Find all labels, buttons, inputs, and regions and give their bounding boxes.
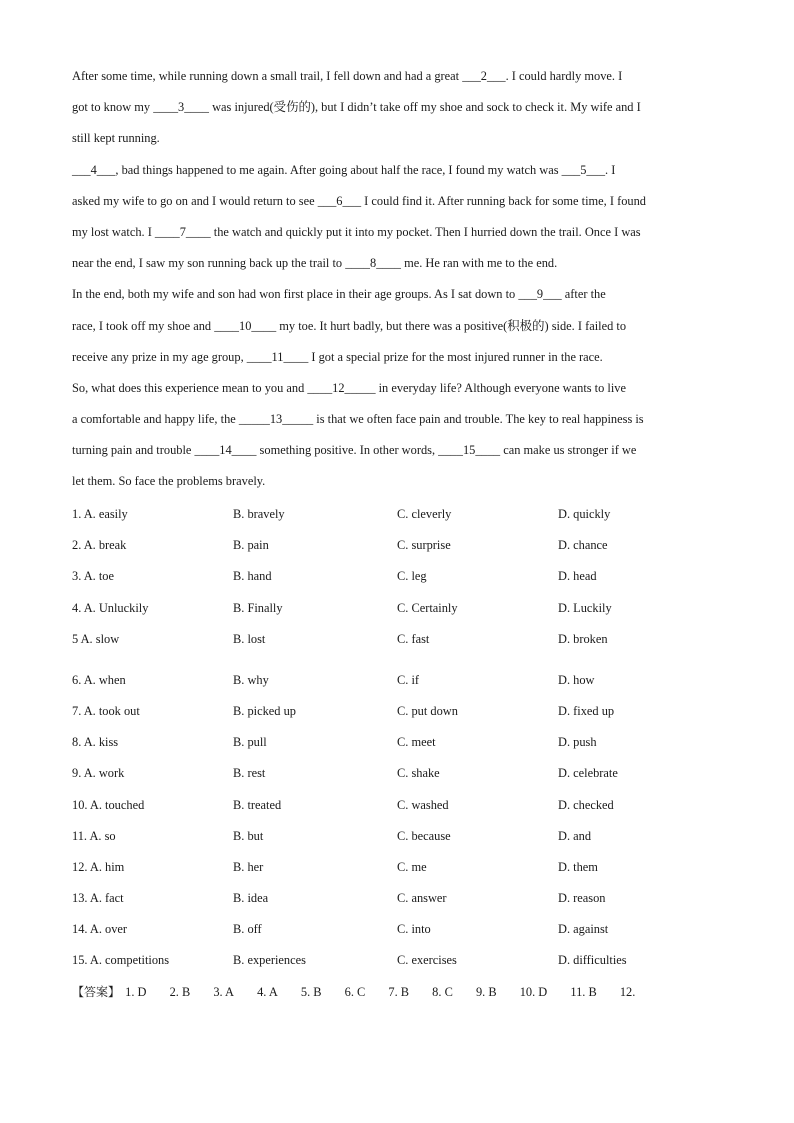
option-a: 7. A. took out	[72, 703, 140, 718]
option-b: B. hand	[233, 569, 272, 584]
option-row	[72, 730, 724, 761]
passage-line: a comfortable and happy life, the _____13_____ is that we often face pain and trouble. The key to real happiness is	[72, 412, 644, 427]
option-a: 8. A. kiss	[72, 735, 119, 750]
option-a: 4. A. Unluckily	[72, 600, 149, 615]
passage-line: my lost watch. I ____7____ the watch and quickly put it into my pocket. Then I hurried down the trail. Once I was	[72, 224, 641, 239]
option-row	[72, 886, 724, 917]
option-d: D. Luckily	[558, 600, 612, 615]
answer-item: 6. C	[344, 985, 366, 999]
option-d: D. and	[558, 828, 592, 843]
option-d: D. quickly	[558, 507, 611, 521]
option-b: B. treated	[233, 797, 282, 812]
option-b: B. lost	[233, 631, 266, 646]
option-c: C. because	[397, 828, 451, 843]
option-c: C. cleverly	[397, 507, 452, 521]
option-c: C. meet	[397, 735, 436, 750]
option-row	[72, 855, 724, 886]
option-c: C. put down	[397, 703, 458, 718]
option-b: B. why	[233, 672, 269, 687]
passage-line: race, I took off my shoe and ____10____ my toe. It hurt badly, but there was a positive(积极的) side. I failed to	[72, 318, 627, 333]
passage-line: asked my wife to go on and I would return to see ___6___ I could find it. After running back for some time, I found	[72, 193, 646, 208]
passage-line: So, what does this experience mean to you and ____12_____ in everyday life? Although everyone wants to live	[72, 380, 627, 395]
option-c: C. me	[397, 859, 427, 874]
option-a: 11. A. so	[72, 828, 116, 843]
passage-line: turning pain and trouble ____14____ something positive. In other words, ____15____ can make us stronger if we	[72, 443, 637, 458]
passage-line: near the end, I saw my son running back up the trail to ____8____ me. He ran with me to the end.	[72, 256, 558, 271]
answer-item: 2. B	[169, 985, 191, 999]
option-b: B. rest	[233, 766, 266, 781]
option-a: 13. A. fact	[72, 891, 124, 906]
option-a: 5 A. slow	[72, 631, 120, 646]
option-b: B. bravely	[233, 507, 285, 521]
option-a: 1. A. easily	[72, 507, 128, 521]
option-d: D. how	[558, 672, 595, 687]
option-a: 3. A. toe	[72, 569, 114, 584]
answer-key	[72, 980, 732, 1004]
option-d: D. chance	[558, 538, 608, 553]
option-a: 14. A. over	[72, 922, 128, 937]
passage-line: After some time, while running down a small trail, I fell down and had a great ___2___. I could hardly move. I	[72, 69, 623, 83]
option-c: C. shake	[397, 766, 440, 781]
option-d: D. checked	[558, 797, 614, 812]
option-row	[72, 917, 724, 948]
option-c: C. Certainly	[397, 600, 458, 615]
option-row	[72, 668, 724, 699]
option-row	[72, 761, 724, 792]
option-c: C. answer	[397, 891, 447, 906]
cloze-passage	[72, 64, 724, 501]
passage-line: receive any prize in my age group, ____11____ I got a special prize for the most injured runner in the race.	[72, 349, 603, 364]
option-c: C. if	[397, 672, 420, 687]
options-list	[72, 502, 724, 980]
answer-item: 9. B	[475, 985, 497, 999]
option-b: B. picked up	[233, 703, 296, 718]
passage-line: got to know my ____3____ was injured(受伤的), but I didn’t take off my shoe and sock to check it. My wife and I	[72, 100, 641, 115]
option-row	[72, 533, 724, 564]
option-d: D. push	[558, 735, 597, 750]
option-row	[72, 699, 724, 730]
option-row	[72, 627, 724, 668]
option-d: D. head	[558, 569, 597, 584]
option-b: B. but	[233, 828, 264, 843]
option-b: B. pain	[233, 538, 269, 553]
option-d: D. difficulties	[558, 953, 627, 968]
answer-item: 11. B	[570, 985, 597, 999]
answer-item: 3. A	[213, 985, 234, 999]
option-d: D. fixed up	[558, 703, 615, 718]
passage-line: let them. So face the problems bravely.	[72, 474, 266, 489]
option-d: D. against	[558, 922, 609, 937]
option-row	[72, 948, 724, 979]
passage-line: In the end, both my wife and son had won first place in their age groups. As I sat down to ___9___ after the	[72, 287, 606, 302]
answer-item: 8. C	[432, 985, 453, 999]
option-c: C. surprise	[397, 538, 451, 553]
option-c: C. fast	[397, 631, 430, 646]
option-row	[72, 824, 724, 855]
option-a: 6. A. when	[72, 672, 126, 687]
passage-line: still kept running.	[72, 131, 160, 146]
option-b: B. Finally	[233, 600, 283, 615]
option-d: D. celebrate	[558, 766, 618, 781]
option-a: 9. A. work	[72, 766, 125, 781]
option-b: B. off	[233, 922, 262, 937]
option-c: C. exercises	[397, 953, 457, 968]
option-b: B. idea	[233, 891, 269, 906]
answer-item: 7. B	[388, 985, 410, 999]
answer-item: 4. A	[257, 985, 278, 999]
option-c: C. leg	[397, 569, 427, 584]
answer-item: 5. B	[300, 985, 322, 999]
answer-tag: 【答案】	[72, 985, 121, 999]
option-row	[72, 564, 724, 595]
option-row	[72, 502, 724, 533]
option-a: 10. A. touched	[72, 797, 145, 812]
option-b: B. her	[233, 859, 264, 874]
option-a: 2. A. break	[72, 538, 127, 553]
option-c: C. into	[397, 922, 431, 937]
option-c: C. washed	[397, 797, 449, 812]
option-row	[72, 793, 724, 824]
option-d: D. them	[558, 859, 598, 874]
answer-item: 1. D	[125, 985, 147, 999]
option-b: B. experiences	[233, 953, 306, 968]
option-b: B. pull	[233, 735, 267, 750]
answer-item: 10. D	[519, 985, 548, 999]
option-row	[72, 596, 724, 627]
option-d: D. reason	[558, 891, 606, 906]
option-a: 12. A. him	[72, 859, 125, 874]
answer-item: 12.	[619, 985, 636, 999]
option-a: 15. A. competitions	[72, 953, 170, 968]
option-d: D. broken	[558, 631, 608, 646]
passage-line: ___4___, bad things happened to me again. After going about half the race, I found my watch was ___5___. I	[72, 162, 616, 177]
